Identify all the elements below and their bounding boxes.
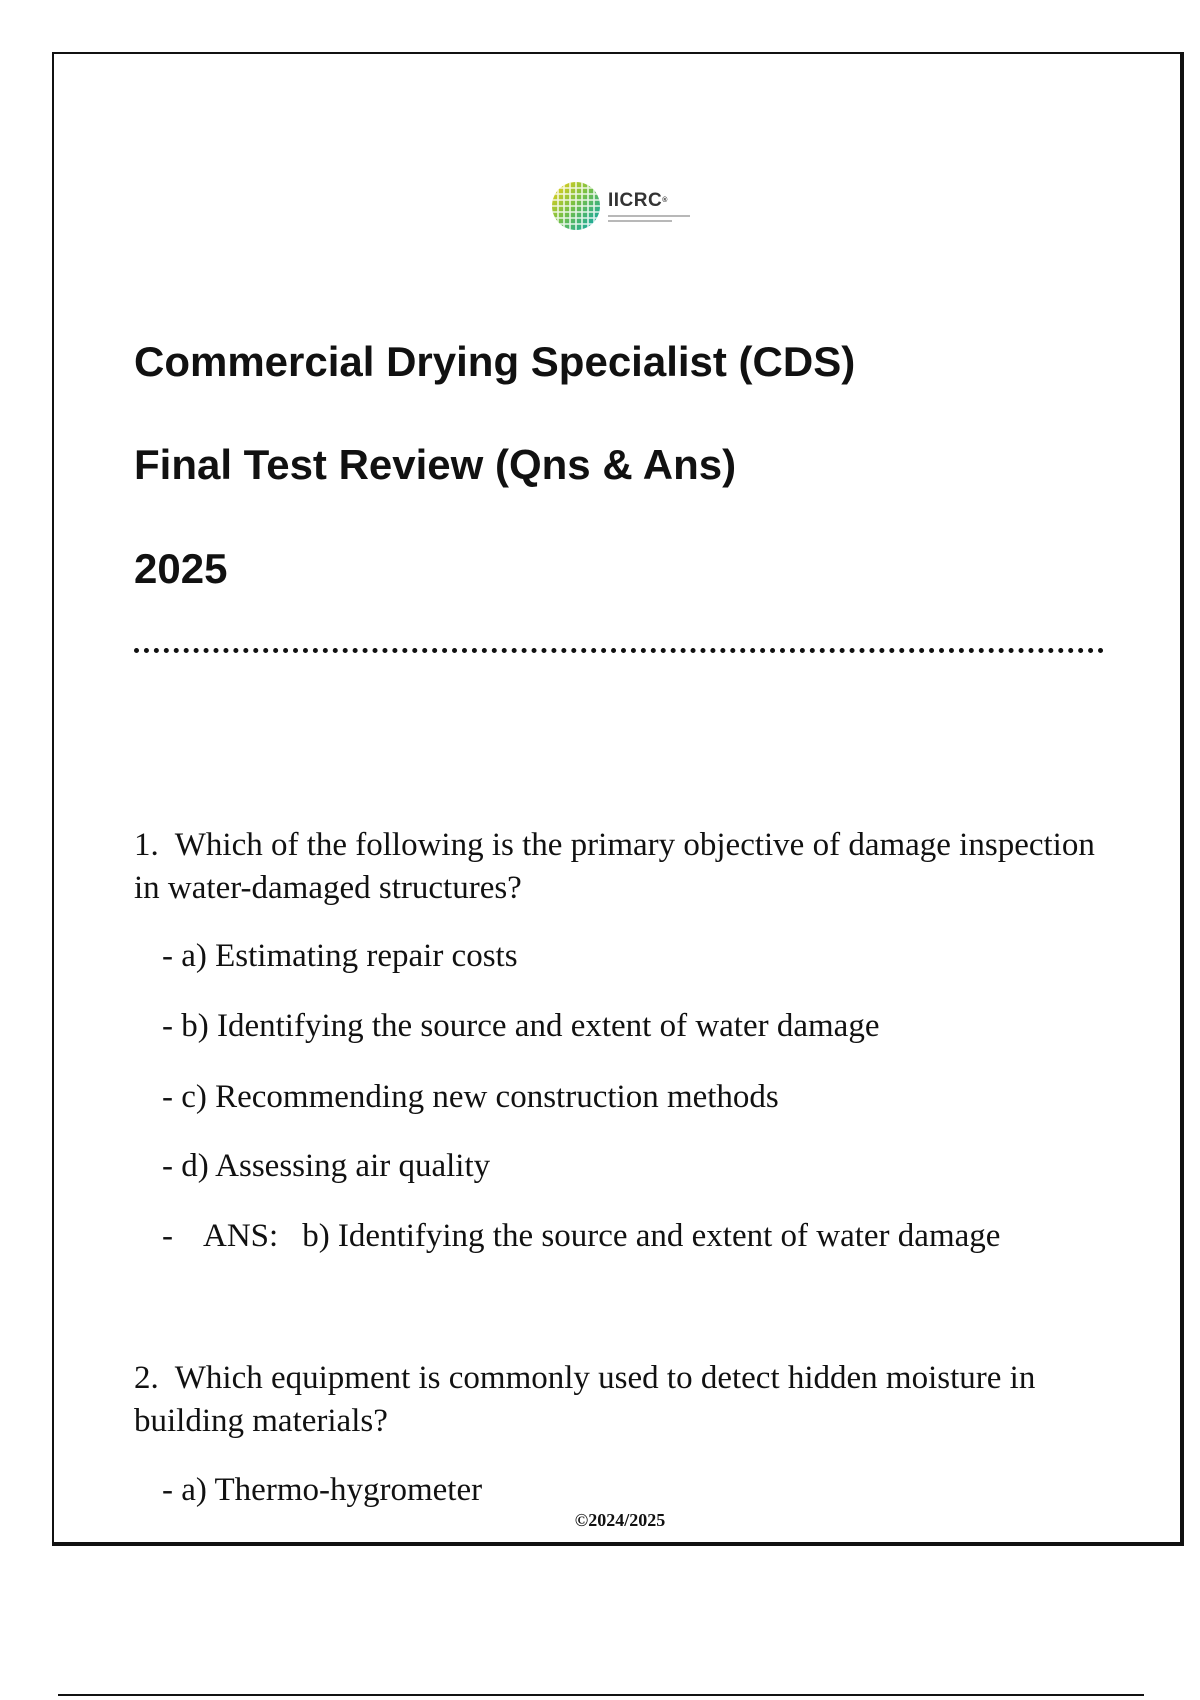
document-subtitle: Final Test Review (Qns & Ans) bbox=[134, 441, 737, 488]
option-a: - a) Estimating repair costs bbox=[162, 938, 518, 974]
option-d: - d) Assessing air quality bbox=[162, 1148, 491, 1184]
logo-tagline bbox=[608, 215, 690, 217]
logo-tagline bbox=[608, 220, 672, 222]
logo-name: IICRC® bbox=[608, 189, 668, 211]
answer-text: b) Identifying the source and extent of water damage bbox=[302, 1218, 1001, 1254]
iicrc-logo bbox=[550, 180, 690, 232]
document-title: Commercial Drying Specialist (CDS) bbox=[134, 338, 856, 385]
globe-icon bbox=[550, 180, 602, 232]
document-year: 2025 bbox=[134, 545, 228, 592]
option-c: - c) Recommending new construction methods bbox=[162, 1079, 779, 1115]
option-a: - a) Thermo-hygrometer bbox=[162, 1472, 483, 1508]
logo-text bbox=[608, 191, 690, 222]
question-text: Which of the following is the primary objective of damage inspection in water-damaged structures? bbox=[134, 827, 1095, 906]
option-b: - b) Identifying the source and extent of water damage bbox=[162, 1008, 880, 1044]
question-1 bbox=[134, 824, 1104, 910]
bottom-rule bbox=[58, 1694, 1144, 1696]
question-text: Which equipment is commonly used to detect hidden moisture in building materials? bbox=[134, 1360, 1036, 1439]
dotted-divider bbox=[134, 648, 1104, 653]
copyright-footer: ©2024/2025 bbox=[574, 1510, 666, 1530]
question-number: 2. bbox=[134, 1360, 159, 1396]
answer-line bbox=[162, 1216, 1000, 1256]
page-frame bbox=[52, 52, 1184, 1546]
answer-label: ANS: bbox=[203, 1218, 279, 1254]
answer-dash: - bbox=[162, 1218, 173, 1254]
question-number: 1. bbox=[134, 827, 159, 863]
question-2 bbox=[134, 1357, 1104, 1443]
